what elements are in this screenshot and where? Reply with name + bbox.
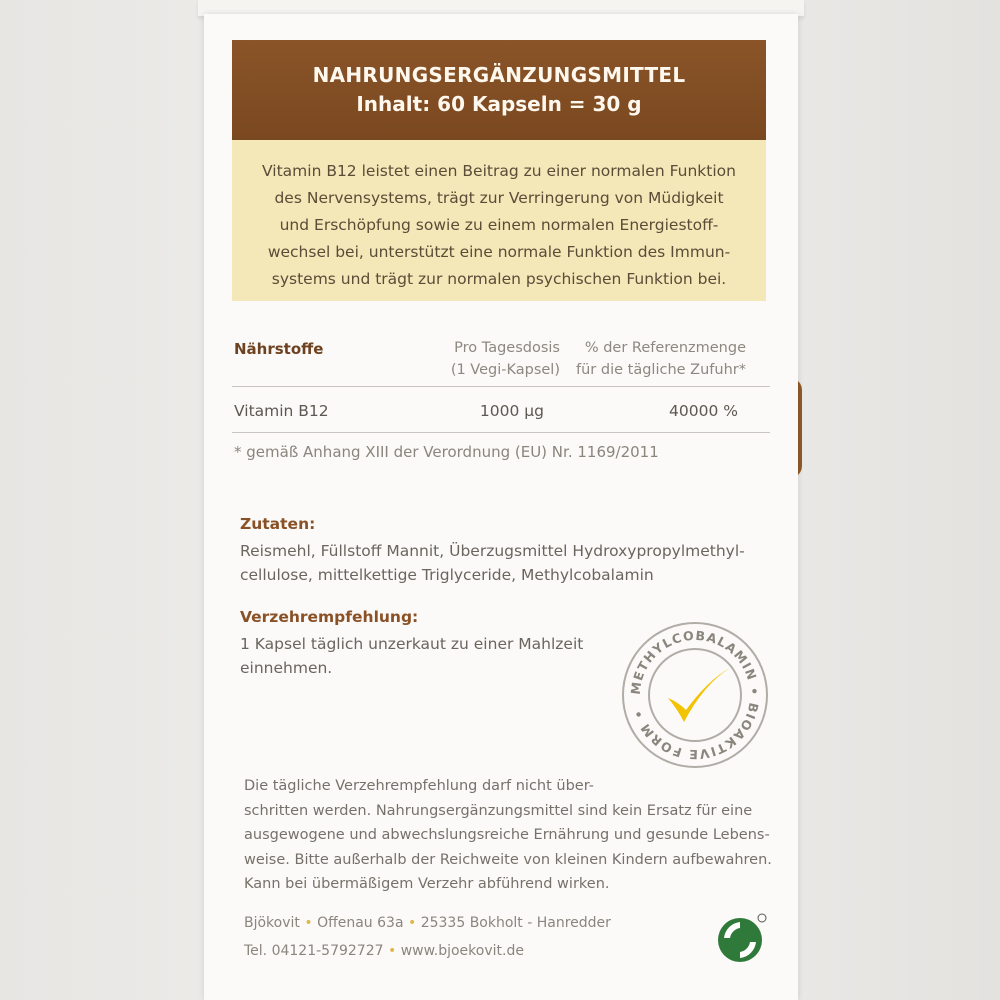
table-divider [232,386,770,387]
nutrient-name: Vitamin B12 [234,402,329,420]
green-dot-recycling-icon [716,912,768,964]
check-mark-icon [668,668,730,722]
company-website: www.bjoekovit.de [400,943,524,959]
health-claim-text: Vitamin B12 leistet einen Beitrag zu einer normalen Funktion des Nervensystems, trägt zur Verringerung von Müdigkeit und Erschöpfung sowie zu einem normalen Energiestoff-wechsel bei, unterstützt eine normale Funktion des Immun-systems und trägt zur normalen psychischen Funktion bei. [262,162,736,288]
recommendation-line1: 1 Kapsel täglich unzerkaut zu einer Mahlzeit [240,635,584,653]
warning-line3: ausgewogene und abwechslungsreiche Ernährung und gesunde Lebens- [244,827,770,843]
seal-inner-ring [649,649,741,741]
ingredients-heading: Zutaten: [240,515,316,533]
warning-line4: weise. Bitte außerhalb der Reichweite von kleinen Kindern aufbewahren. [244,851,772,868]
table-divider-bottom [232,432,770,433]
address-line1 [244,915,611,931]
health-claim-box [232,140,766,301]
bioactive-seal [618,618,772,772]
recommendation-heading: Verzehrempfehlung: [240,608,419,626]
warning-line1: Die tägliche Verzehrempfehlung darf nicht über- [244,778,594,794]
separator-dot: • [304,915,313,931]
reference-header [560,337,746,381]
seal-text: METHYLCOBALAMIN • BIOAKTIVE FORM • [627,627,763,763]
product-header [232,40,766,140]
ingredients-line1: Reismehl, Füllstoff Mannit, Überzugsmittel Hydroxypropylmethyl- [240,542,745,560]
separator-dot: • [387,943,397,959]
seal-outer-ring [623,623,767,767]
address-line2 [244,943,524,959]
daily-dose-header-line1: Pro Tagesdosis [454,340,560,356]
nutrients-header: Nährstoffe [234,340,324,358]
daily-dose-header-line2: (1 Vegi-Kapsel) [450,362,560,378]
warning-line2: schritten werden. Nahrungsergänzungsmittel sind kein Ersatz für eine [244,802,753,819]
ingredients-line2: cellulose, mittelkettige Triglyceride, Methylcobalamin [240,566,654,584]
recommendation-line2: einnehmen. [240,659,333,677]
company-phone: Tel. 04121-5792727 [244,943,384,959]
company-name: Bjökovit [244,915,300,931]
company-street: Offenau 63a [317,915,404,931]
product-category: NAHRUNGSERGÄNZUNGSMITTEL [312,63,686,87]
reference-header-line2: für die tägliche Zufuhr* [576,362,746,378]
company-city: 25335 Bokholt - Hanredder [420,915,611,931]
reference-header-line1: % der Referenzmenge [584,340,746,356]
separator-dot: • [407,915,417,931]
daily-dose-header [410,337,560,381]
warning-line5: Kann bei übermäßigem Verzehr abführend wirken. [244,876,610,892]
nutrient-reference: 40000 % [669,402,738,420]
warning-text [244,774,772,897]
nutrient-dose: 1000 µg [479,402,544,420]
table-footnote: * gemäß Anhang XIII der Verordnung (EU) Nr. 1169/2011 [234,443,659,461]
product-content: Inhalt: 60 Kapseln = 30 g [356,92,642,116]
